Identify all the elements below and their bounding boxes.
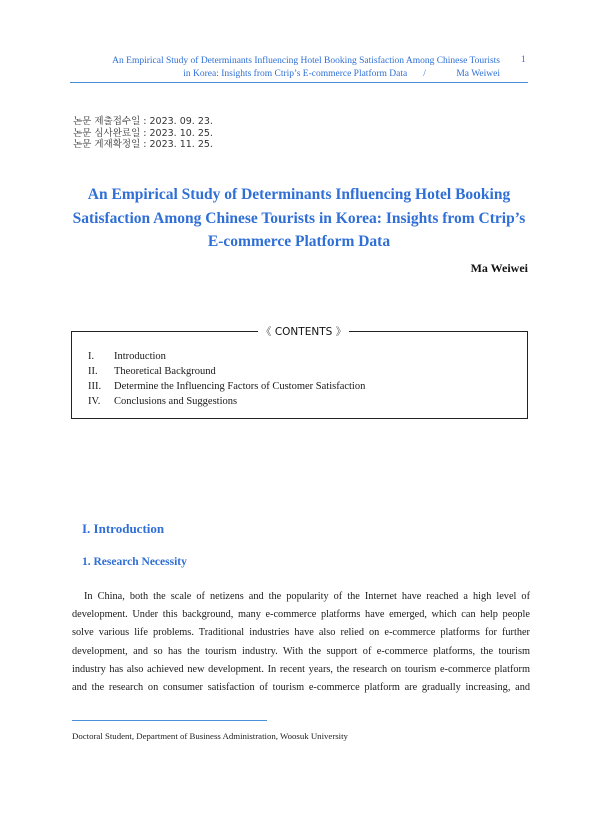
title-line2: Satisfaction Among Chinese Tourists in Korea: Insights from Ctrip’s xyxy=(72,209,526,227)
running-title-line1: An Empirical Study of Determinants Influencing Hotel Booking Satisfaction Among Chinese Tourists xyxy=(112,56,500,66)
date-reviewed: 논문 심사완료일 : 2023. 10. 25. xyxy=(73,127,213,139)
toc-number: II. xyxy=(88,366,98,377)
header-author: Ma Weiwei xyxy=(456,69,500,79)
paragraph-line: industry has also achieved new development. In recent years, the research on tourism e-commerce platform xyxy=(72,663,530,675)
running-header xyxy=(70,55,500,81)
body-paragraph xyxy=(72,588,530,697)
author-name: Ma Weiwei xyxy=(470,261,528,275)
paragraph-line: solve various life problems. Traditional industries have also relied on e-commerce platforms for further xyxy=(72,627,530,639)
footnote-rule xyxy=(72,720,267,721)
date-accepted: 논문 게재확정일 : 2023. 11. 25. xyxy=(73,139,213,150)
section-heading: I. Introduction xyxy=(82,521,165,536)
contents-label: 《 CONTENTS 》 xyxy=(258,324,349,339)
date-submitted: 논문 제출접수일 : 2023. 09. 23. xyxy=(73,116,213,127)
running-title-line2-text: in Korea: Insights from Ctrip’s E-commerce Platform Data xyxy=(183,69,408,79)
title-line1: An Empirical Study of Determinants Influencing Hotel Booking xyxy=(87,186,511,203)
paragraph-line: In China, both the scale of netizens and the popularity of the Internet have reached a high level of xyxy=(84,591,530,602)
toc-text: Conclusions and Suggestions xyxy=(114,396,238,407)
running-title-line2 xyxy=(70,68,500,81)
toc-number: I. xyxy=(88,351,95,362)
toc-text: Theoretical Background xyxy=(114,366,216,377)
toc-text: Introduction xyxy=(114,351,166,362)
header-rule xyxy=(70,82,528,83)
title-line3: E-commerce Platform Data xyxy=(207,233,391,250)
paper-title xyxy=(70,183,528,254)
toc-number: III. xyxy=(88,381,102,392)
submission-dates xyxy=(73,116,213,151)
paragraph-line: development, and so has the tourism industry. With the support of e-commerce platforms, the tourism xyxy=(72,645,530,657)
page-number: 1 xyxy=(521,55,526,65)
toc-text: Determine the Influencing Factors of Customer Satisfaction xyxy=(114,381,366,392)
header-separator: / xyxy=(423,69,426,79)
subsection-heading: 1. Research Necessity xyxy=(82,556,187,568)
toc-number: IV. xyxy=(88,396,101,407)
paragraph-line: development. Under this background, many e-commerce platforms have emerged, which can help people xyxy=(72,609,530,621)
paragraph-line: and the research on consumer satisfaction of tourism e-commerce platform are gradually increasing, and xyxy=(72,682,530,694)
footnote: Doctoral Student, Department of Business Administration, Woosuk University xyxy=(72,731,348,741)
